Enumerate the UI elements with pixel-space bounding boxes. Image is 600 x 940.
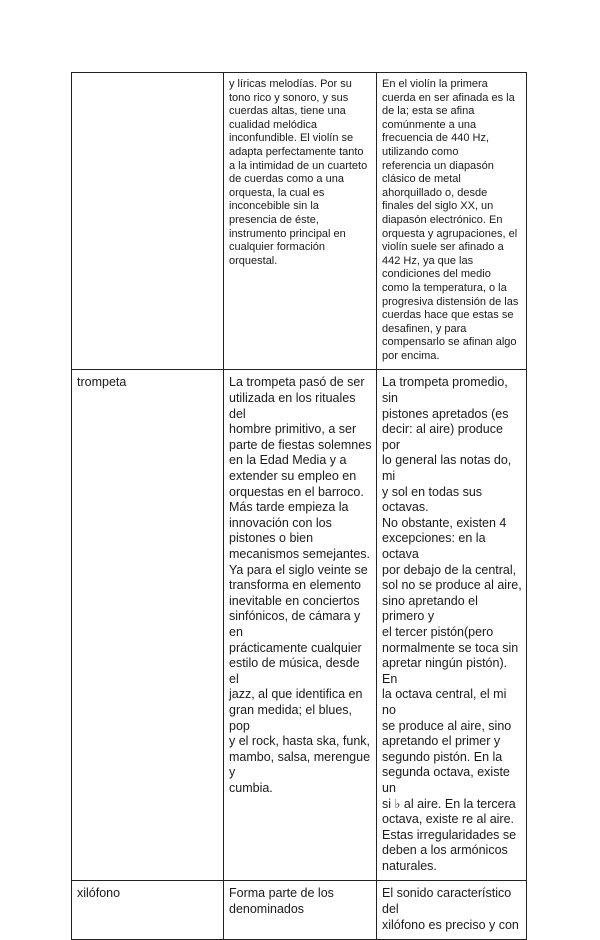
description-cell: La trompeta pasó de ser utilizada en los rituales del hombre primitivo, a ser parte de fiestas solemnes en la Edad Media y a extender su empleo en orquestas en el barroco. Más tarde empieza la innovación con los pistones o bien mecanismos semejantes. Ya para el siglo veinte se transforma en elemento inevitable en conciertos sinfónicos, de cámara y en prácticamente cualquier estilo de música, desde el jazz, al que identifica en gran medida; el blues, pop y el rock, hasta ska, funk, mambo, salsa, merengue y cumbia. bbox=[224, 370, 377, 881]
table-row bbox=[72, 73, 527, 370]
instrument-table bbox=[71, 72, 527, 940]
sound-cell: En el violín la primera cuerda en ser afinada es la de la; esta se afina comúnmente a una frecuencia de 440 Hz, utilizando como referencia un diapasón clásico de metal ahorquillado o, desde finales del siglo XX, un diapasón electrónico. En orquesta y agrupaciones, el violín suele ser afinado a 442 Hz, ya que las condiciones del medio como la temperatura, o la progresiva distensión de las cuerdas hace que estas se desafinen, y para compensarlo se afinan algo por encima. bbox=[377, 73, 527, 370]
description-cell: y líricas melodías. Por su tono rico y sonoro, y sus cuerdas altas, tiene una cualidad melódica inconfundible. El violín se adapta perfectamente tanto a la intimidad de un cuarteto de cuerdas como a una orquesta, la cual es inconcebible sin la presencia de éste, instrumento principal en cualquier formación orquestal. bbox=[224, 73, 377, 370]
instrument-cell: trompeta bbox=[72, 370, 224, 881]
sound-cell: La trompeta promedio, sin pistones apretados (es decir: al aire) produce por lo general las notas do, mi y sol en todas sus octavas. No obstante, existen 4 excepciones: en la octava por debajo de la central, sol no se produce al aire, sino apretando el primero y el tercer pistón(pero normalmente se toca sin apretar ningún pistón). En la octava central, el mi no se produce al aire, sino apretando el primer y segundo pistón. En la segunda octava, existe un si ♭ al aire. En la tercera octava, existe re al aire. Estas irregularidades se deben a los armónicos naturales. bbox=[377, 370, 527, 881]
description-cell: Forma parte de los denominados bbox=[224, 881, 377, 940]
table-row bbox=[72, 881, 527, 940]
table-row bbox=[72, 370, 527, 881]
instrument-cell bbox=[72, 73, 224, 370]
sound-cell: El sonido característico del xilófono es preciso y con bbox=[377, 881, 527, 940]
instrument-cell: xilófono bbox=[72, 881, 224, 940]
